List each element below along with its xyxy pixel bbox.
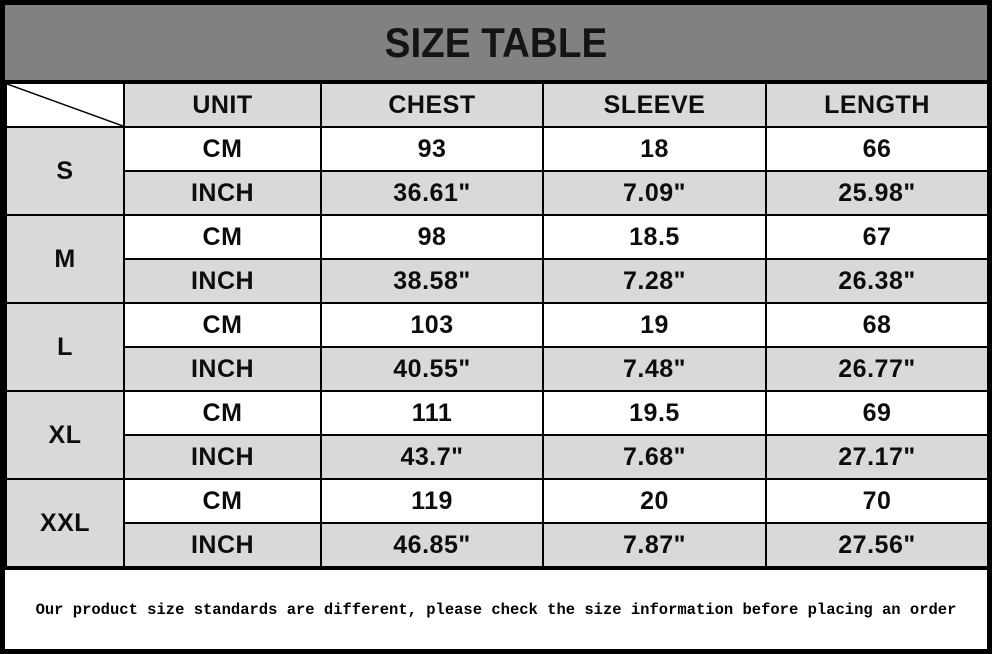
value-cell: 7.48" — [543, 347, 766, 391]
col-header-length: LENGTH — [766, 83, 988, 127]
col-header-chest: CHEST — [321, 83, 543, 127]
header-row — [6, 83, 988, 127]
col-header-unit: UNIT — [124, 83, 321, 127]
size-label-xxl: XXL — [6, 479, 124, 567]
value-cell: 27.17" — [766, 435, 988, 479]
value-cell: 93 — [321, 127, 543, 171]
value-cell: 7.68" — [543, 435, 766, 479]
size-row-m-cm — [6, 215, 988, 259]
value-cell: 111 — [321, 391, 543, 435]
value-cell: 26.38" — [766, 259, 988, 303]
value-cell: 7.28" — [543, 259, 766, 303]
value-cell: 98 — [321, 215, 543, 259]
size-row-xl-inch — [6, 435, 988, 479]
value-cell: 67 — [766, 215, 988, 259]
unit-label-inch: INCH — [124, 347, 321, 391]
size-label-l: L — [6, 303, 124, 391]
unit-label-inch: INCH — [124, 259, 321, 303]
size-label-s: S — [6, 127, 124, 215]
unit-label-inch: INCH — [124, 171, 321, 215]
col-header-sleeve: SLEEVE — [543, 83, 766, 127]
page-title: SIZE TABLE — [384, 18, 608, 66]
value-cell: 66 — [766, 127, 988, 171]
unit-label-cm: CM — [124, 127, 321, 171]
size-table-body — [6, 127, 988, 567]
value-cell: 20 — [543, 479, 766, 523]
unit-label-cm: CM — [124, 303, 321, 347]
value-cell: 26.77" — [766, 347, 988, 391]
size-row-xl-cm — [6, 391, 988, 435]
footer-note: Our product size standards are different, please check the size information before placing an order — [35, 600, 957, 619]
value-cell: 38.58" — [321, 259, 543, 303]
unit-label-inch: INCH — [124, 435, 321, 479]
value-cell: 103 — [321, 303, 543, 347]
value-cell: 70 — [766, 479, 988, 523]
value-cell: 18 — [543, 127, 766, 171]
size-row-l-inch — [6, 347, 988, 391]
value-cell: 43.7" — [321, 435, 543, 479]
size-label-m: M — [6, 215, 124, 303]
value-cell: 46.85" — [321, 523, 543, 567]
value-cell: 18.5 — [543, 215, 766, 259]
size-row-xxl-cm — [6, 479, 988, 523]
unit-label-cm: CM — [124, 479, 321, 523]
diagonal-header-cell — [6, 83, 124, 127]
size-row-l-cm — [6, 303, 988, 347]
unit-label-cm: CM — [124, 391, 321, 435]
value-cell: 7.09" — [543, 171, 766, 215]
value-cell: 19.5 — [543, 391, 766, 435]
value-cell: 7.87" — [543, 523, 766, 567]
value-cell: 36.61" — [321, 171, 543, 215]
value-cell: 69 — [766, 391, 988, 435]
size-row-s-inch — [6, 171, 988, 215]
value-cell: 119 — [321, 479, 543, 523]
unit-label-inch: INCH — [124, 523, 321, 567]
size-row-m-inch — [6, 259, 988, 303]
footer-note-box — [5, 568, 987, 649]
value-cell: 25.98" — [766, 171, 988, 215]
size-row-xxl-inch — [6, 523, 988, 567]
value-cell: 40.55" — [321, 347, 543, 391]
unit-label-cm: CM — [124, 215, 321, 259]
size-row-s-cm — [6, 127, 988, 171]
size-table — [5, 82, 989, 568]
value-cell: 27.56" — [766, 523, 988, 567]
diagonal-line-icon — [7, 84, 123, 126]
value-cell: 19 — [543, 303, 766, 347]
value-cell: 68 — [766, 303, 988, 347]
title-bar — [5, 5, 987, 82]
size-label-xl: XL — [6, 391, 124, 479]
